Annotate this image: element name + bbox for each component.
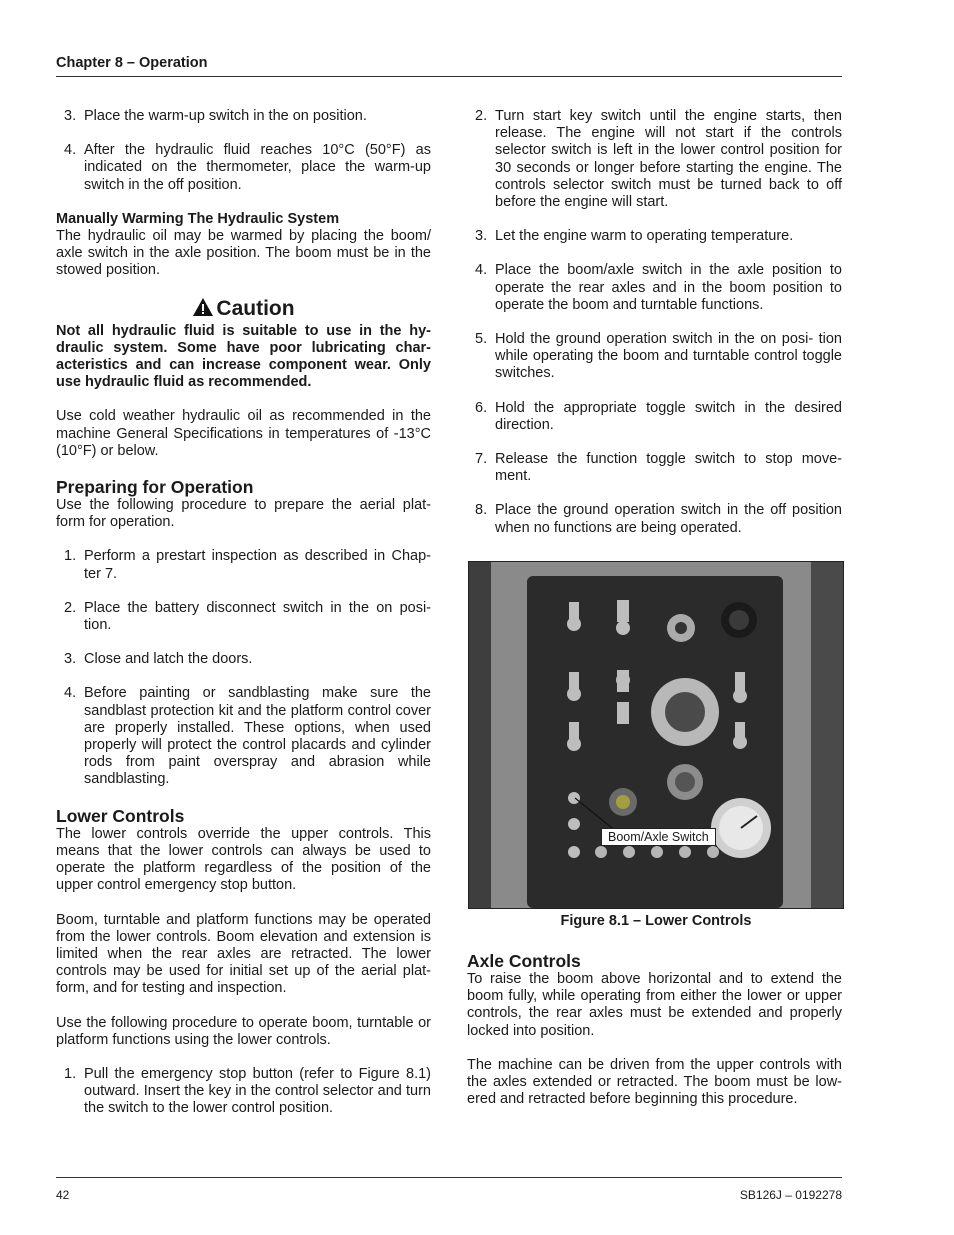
lower-steps-continued [467, 108, 842, 537]
caution-text: Not all hydraulic fluid is suitable to use in the hy- draulic system. Some have poor lubricating char- acteristics and can increase component wear. Only use hydraulic fluid as recommended. [56, 322, 431, 391]
list-item: 1. Perform a prestart inspection as described in Chap- ter 7. [64, 548, 431, 582]
prep-heading: Preparing for Operation [56, 477, 254, 498]
lower-steps [56, 1066, 431, 1118]
manual-warming-heading: Manually Warming The Hydraulic System [56, 210, 340, 227]
boom-axle-switch-callout: Boom/Axle Switch [601, 828, 716, 846]
page-header [56, 54, 842, 77]
warmup-steps [56, 108, 431, 194]
right-column [467, 108, 842, 554]
list-item: 4. Before painting or sandblasting make sure the sandblast protection kit and the platform control cover are properly installed. These options, when used properly will protect the control placards and cylinder rods from paint overspray and abrasion while sandblasting. [64, 685, 431, 788]
left-column [56, 108, 431, 1135]
list-item: 3. Place the warm-up switch in the on position. [64, 108, 367, 124]
list-item: 5. Hold the ground operation switch in the on posi- tion while operating the boom and turntable control toggle switches. [475, 331, 842, 382]
prep-text: Use the following procedure to prepare the aerial plat- form for operation. [56, 497, 431, 531]
axle-controls-section [467, 951, 842, 1108]
list-item: 3. Let the engine warm to operating temperature. [475, 228, 794, 245]
manual-warming-text: The hydraulic oil may be warmed by placing the boom/ axle switch in the axle position. The boom must be in the stowed position. [56, 228, 431, 279]
prep-steps [56, 548, 431, 788]
list-item: 8. Place the ground operation switch in the off position when no functions are being operated. [475, 502, 842, 536]
axle-controls-p1: To raise the boom above horizontal and to extend the boom fully, while operating from either the lower or upper controls, the rear axles must be extended and properly locked into position. [467, 971, 842, 1039]
list-item: 1. Pull the emergency stop button (refer to Figure 8.1) outward. Insert the key in the control selector and turn the switch to the lower control position. [64, 1065, 431, 1117]
page-footer [56, 1177, 842, 1202]
page-number: 42 [56, 1188, 70, 1202]
lower-controls-photo [468, 561, 844, 909]
list-item: 4. After the hydraulic fluid reaches 10°C (50°F) as indicated on the thermometer, place the warm-up switch in the off position. [64, 142, 431, 193]
lower-controls-heading: Lower Controls [56, 805, 185, 826]
list-item: 3. Close and latch the doors. [64, 651, 253, 668]
document-id: SB126J – 0192278 [739, 1188, 842, 1202]
axle-controls-p2: The machine can be driven from the upper controls with the axles extended or retracted. The boom must be low- ered and retracted before beginning this procedure. [467, 1056, 842, 1108]
chapter-title: Chapter 8 – Operation [56, 55, 208, 71]
lower-controls-p3: Use the following procedure to operate boom, turntable or platform functions using the lower controls. [56, 1014, 431, 1048]
list-item: 2. Place the battery disconnect switch in the on posi- tion. [64, 599, 431, 634]
axle-controls-heading: Axle Controls [467, 951, 581, 971]
list-item: 2. Turn start key switch until the engine starts, then release. The engine will not start if the controls selector switch is left in the lower control position for 30 seconds or longer before starting the engine. The controls selector switch must be turned back to off before the engine will start. [475, 108, 842, 211]
caution-title: Caution [56, 297, 431, 321]
lower-controls-p1: The lower controls override the upper controls. This means that the lower controls can always be used to operate the platform regardless of the position of the upper control emergency stop button. [56, 825, 431, 894]
list-item: 4. Place the boom/axle switch in the axle position to operate the rear axles and in the boom position to operate the boom and turntable functions. [475, 262, 842, 313]
figure-caption: Figure 8.1 – Lower Controls [560, 913, 752, 929]
list-item: 6. Hold the appropriate toggle switch in the desired direction. [475, 399, 842, 433]
control-panel-illustration [469, 562, 843, 908]
lower-controls-p2: Boom, turntable and platform functions may be operated from the lower controls. Boom elevation and extension is limited when the rear axles are retracted. The lower controls may be used for initial set up of the aerial plat- form, and for testing and inspection. [56, 911, 431, 997]
list-item: 7. Release the function toggle switch to stop move- ment. [475, 451, 842, 485]
warning-triangle-icon [192, 297, 214, 317]
cold-weather-text: Use cold weather hydraulic oil as recommended in the machine General Specifications in temperatures of -13°C (10°F) or below. [56, 408, 431, 459]
